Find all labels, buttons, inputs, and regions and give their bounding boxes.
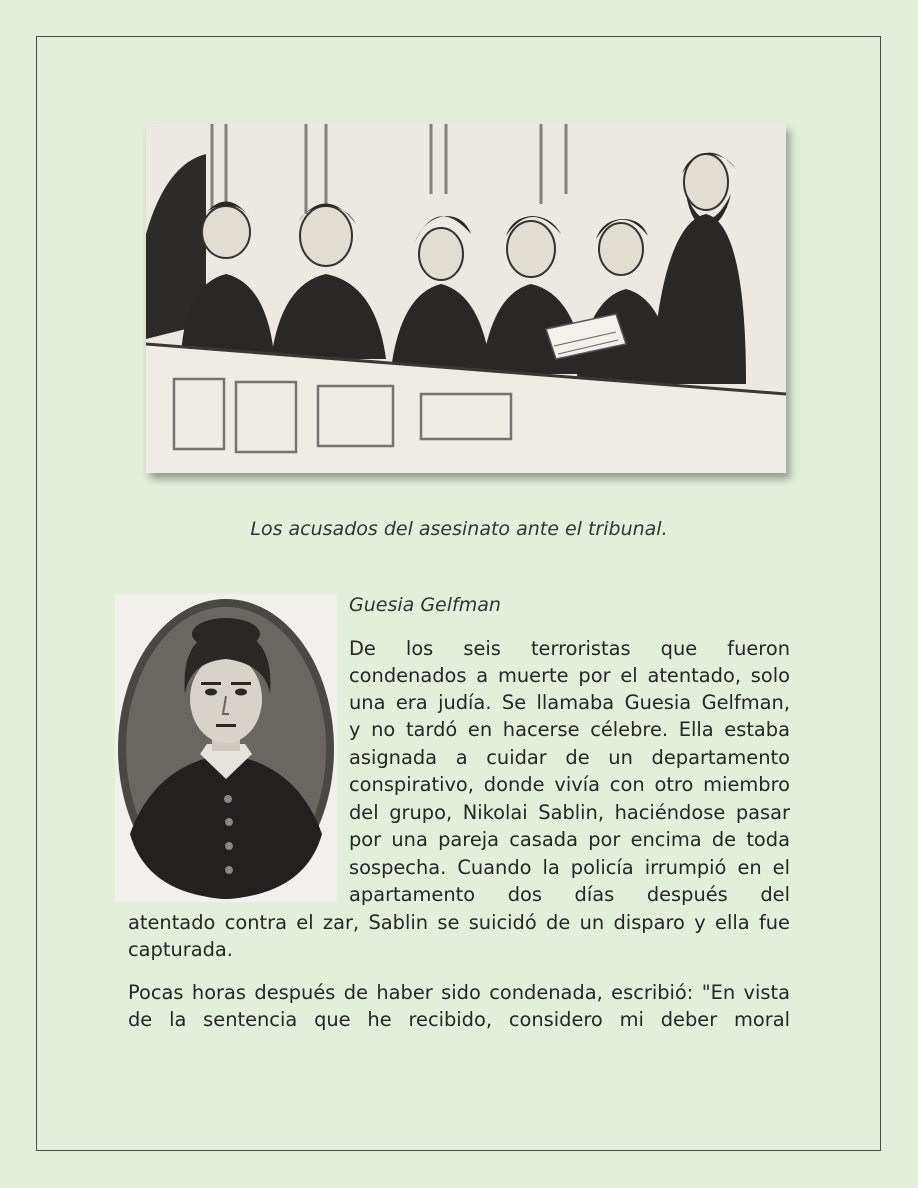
text-line: de la sentencia que he recibido, considero mi deber moral bbox=[128, 1008, 790, 1031]
text-line: Pocas horas después de haber sido condenada, escribió: "En vista bbox=[128, 981, 790, 1004]
text-line: condenados a muerte por el atentado, solo bbox=[349, 664, 790, 687]
text-line: una era judía. Se llamaba Guesia Gelfman, bbox=[349, 691, 790, 714]
text-line: atentado contra el zar, Sablin se suicidó de un disparo y ella fue bbox=[128, 911, 790, 934]
text-line: asignada a cuidar de un departamento bbox=[349, 746, 790, 769]
figure-caption: Los acusados del asesinato ante el tribunal. bbox=[250, 518, 668, 540]
text-line: De los seis terroristas que fueron bbox=[349, 637, 790, 660]
section-heading: Guesia Gelfman bbox=[349, 594, 501, 616]
portrait-photo bbox=[115, 594, 337, 902]
text-line: y no tardó en hacerse célebre. Ella estaba bbox=[349, 718, 790, 741]
text-line: conspirativo, donde vivía con otro miembro bbox=[349, 773, 790, 796]
text-line: capturada. bbox=[128, 938, 233, 961]
text-line: apartamento dos días después del bbox=[349, 883, 790, 906]
text-line: por una pareja casada por encima de toda bbox=[349, 828, 790, 851]
text-line: del grupo, Nikolai Sablin, haciéndose pasar bbox=[349, 801, 790, 824]
defendants-illustration bbox=[146, 124, 786, 473]
text-line: sospecha. Cuando la policía irrumpió en el bbox=[349, 856, 790, 879]
